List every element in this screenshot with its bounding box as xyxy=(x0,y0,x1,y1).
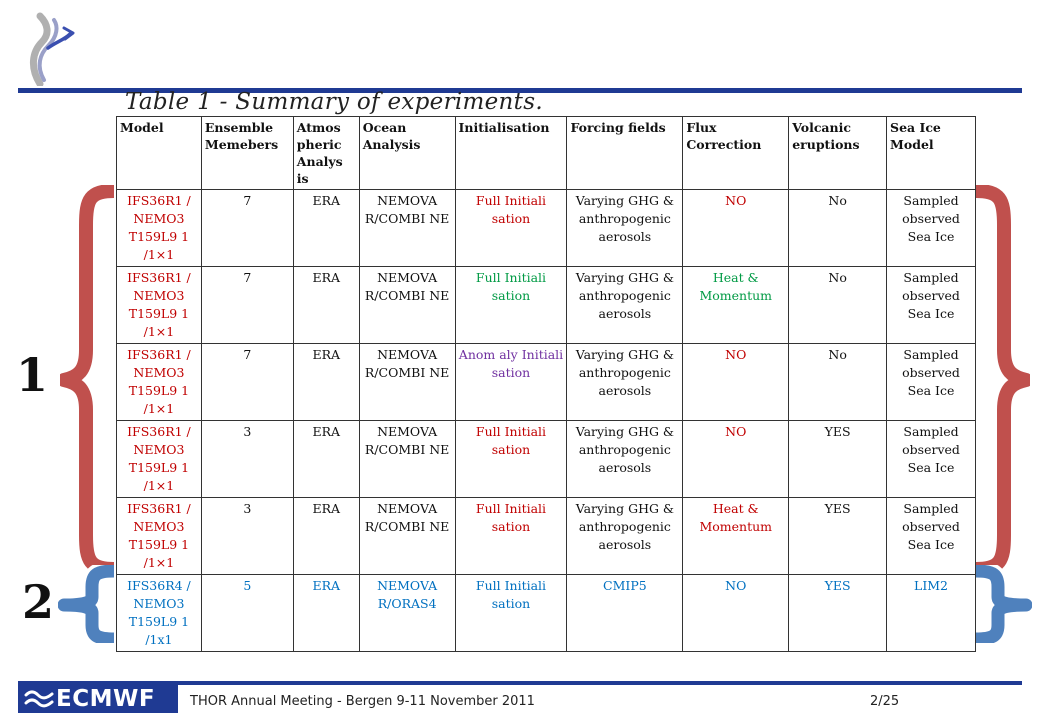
cell-seaice: Sampled observed Sea Ice xyxy=(887,498,976,575)
cell-seaice: Sampled observed Sea Ice xyxy=(887,344,976,421)
cell-seaice: Sampled observed Sea Ice xyxy=(887,421,976,498)
right-red-brace xyxy=(974,185,1030,575)
left-blue-brace xyxy=(58,565,116,643)
cell-atmos: ERA xyxy=(293,344,359,421)
cell-ocean: NEMOVA R/COMBI NE xyxy=(359,267,455,344)
cell-init: Full Initiali sation xyxy=(455,267,567,344)
table-header-row xyxy=(117,117,976,190)
table-row xyxy=(117,498,976,575)
cell-init: Full Initiali sation xyxy=(455,575,567,652)
cell-flux: NO xyxy=(683,190,789,267)
cell-ocean: NEMOVA R/COMBI NE xyxy=(359,498,455,575)
header-atmospheric-analysis: Atmos pheric Analys is xyxy=(293,117,359,190)
cell-members: 7 xyxy=(201,267,293,344)
cell-model: IFS36R1 / NEMO3 T159L9 1 /1×1 xyxy=(117,190,202,267)
cell-forcing: CMIP5 xyxy=(567,575,683,652)
cell-members: 7 xyxy=(201,344,293,421)
header-initialisation: Initialisation xyxy=(455,117,567,190)
cell-seaice: Sampled observed Sea Ice xyxy=(887,267,976,344)
cell-volcanic: YES xyxy=(789,498,887,575)
group-1-label: 1 xyxy=(16,348,49,402)
page-number: 2/25 xyxy=(870,694,900,709)
cell-model: IFS36R1 / NEMO3 T159L9 1 /1×1 xyxy=(117,421,202,498)
cell-flux: Heat & Momentum xyxy=(683,498,789,575)
group-2-label: 2 xyxy=(22,575,55,629)
table-row xyxy=(117,267,976,344)
cell-flux: NO xyxy=(683,421,789,498)
cell-volcanic: No xyxy=(789,190,887,267)
cell-seaice: Sampled observed Sea Ice xyxy=(887,190,976,267)
table-row xyxy=(117,344,976,421)
header-forcing-fields: Forcing fields xyxy=(567,117,683,190)
cell-forcing: Varying GHG & anthropogenic aerosols xyxy=(567,498,683,575)
cell-model: IFS36R4 / NEMO3 T159L9 1 /1x1 xyxy=(117,575,202,652)
cell-ocean: NEMOVA R/COMBI NE xyxy=(359,190,455,267)
header-flux-correction: Flux Correction xyxy=(683,117,789,190)
cell-atmos: ERA xyxy=(293,498,359,575)
ecmwf-footer-logo xyxy=(18,685,178,713)
cell-members: 3 xyxy=(201,498,293,575)
right-blue-brace xyxy=(974,565,1032,643)
left-red-brace xyxy=(60,185,116,575)
cell-forcing: Varying GHG & anthropogenic aerosols xyxy=(567,421,683,498)
cell-forcing: Varying GHG & anthropogenic aerosols xyxy=(567,190,683,267)
header-volcanic-eruptions: Volcanic eruptions xyxy=(789,117,887,190)
cell-atmos: ERA xyxy=(293,267,359,344)
cell-volcanic: YES xyxy=(789,421,887,498)
cell-volcanic: YES xyxy=(789,575,887,652)
header-sea-ice-model: Sea Ice Model xyxy=(887,117,976,190)
cell-flux: NO xyxy=(683,575,789,652)
cell-forcing: Varying GHG & anthropogenic aerosols xyxy=(567,344,683,421)
cell-model: IFS36R1 / NEMO3 T159L9 1 /1×1 xyxy=(117,344,202,421)
cell-members: 5 xyxy=(201,575,293,652)
table-row xyxy=(117,421,976,498)
header-model: Model xyxy=(117,117,202,190)
header-ensemble-members: Ensemble Memebers xyxy=(201,117,293,190)
cell-flux: NO xyxy=(683,344,789,421)
header-ocean-analysis: Ocean Analysis xyxy=(359,117,455,190)
experiments-table xyxy=(116,116,976,652)
footer-meeting-text: THOR Annual Meeting - Bergen 9-11 November 2011 xyxy=(190,694,535,709)
cell-volcanic: No xyxy=(789,344,887,421)
cell-model: IFS36R1 / NEMO3 T159L9 1 /1×1 xyxy=(117,267,202,344)
cell-init: Anom aly Initiali sation xyxy=(455,344,567,421)
cell-model: IFS36R1 / NEMO3 T159L9 1 /1×1 xyxy=(117,498,202,575)
cell-ocean: NEMOVA R/COMBI NE xyxy=(359,344,455,421)
cell-ocean: NEMOVA R/COMBI NE xyxy=(359,421,455,498)
cell-atmos: ERA xyxy=(293,575,359,652)
cell-atmos: ERA xyxy=(293,190,359,267)
footer-logo-text: ECMWF xyxy=(56,686,156,712)
cell-forcing: Varying GHG & anthropogenic aerosols xyxy=(567,267,683,344)
cell-atmos: ERA xyxy=(293,421,359,498)
cell-flux: Heat & Momentum xyxy=(683,267,789,344)
table-row xyxy=(117,190,976,267)
cell-init: Full Initiali sation xyxy=(455,190,567,267)
table-row xyxy=(117,575,976,652)
cell-init: Full Initiali sation xyxy=(455,421,567,498)
cell-ocean: NEMOVA R/ORAS4 xyxy=(359,575,455,652)
ecmwf-swirl-icon xyxy=(18,8,78,86)
cell-members: 7 xyxy=(201,190,293,267)
cell-volcanic: No xyxy=(789,267,887,344)
cell-members: 3 xyxy=(201,421,293,498)
slide-title: Table 1 - Summary of experiments. xyxy=(125,89,543,115)
cell-seaice: LIM2 xyxy=(887,575,976,652)
cell-init: Full Initiali sation xyxy=(455,498,567,575)
ecmwf-wave-icon xyxy=(24,689,54,709)
